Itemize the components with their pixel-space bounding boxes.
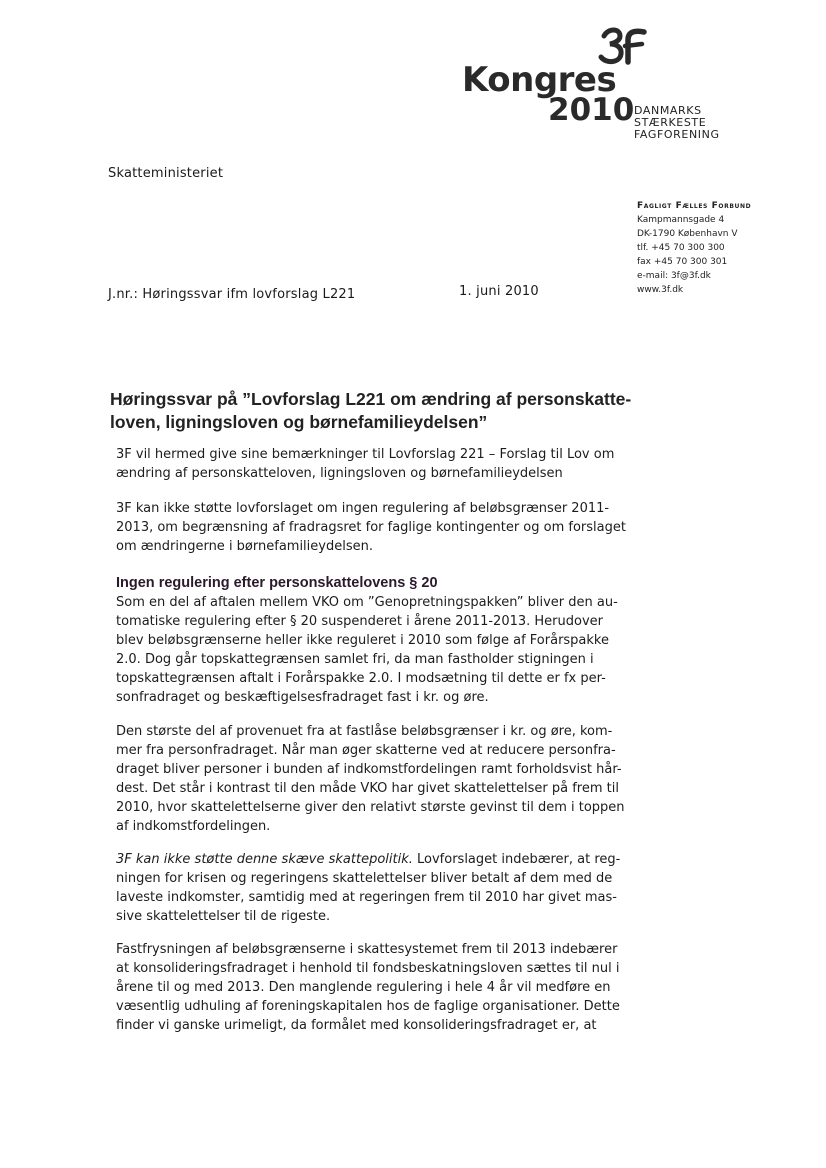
- logo-word-kongres: Kongres: [462, 60, 617, 100]
- text-line: topskattegrænsen aftalt i Forårspakke 2.0. I modsætning til dette er fx per-: [116, 671, 606, 686]
- heading-line: Høringssvar på ”Lovforslag L221 om ændring af personskatte-: [110, 389, 632, 409]
- sender-email: e-mail: 3f@3f.dk: [637, 271, 711, 281]
- sender-name: Fagligt Fælles Forbund: [637, 201, 752, 211]
- text-line: draget bliver personer i bunden af indkomstfordelingen ramt forholdsvist hår-: [116, 762, 622, 777]
- text-line: [116, 850, 656, 869]
- letter-date: 1. juni 2010: [459, 284, 539, 299]
- tagline-line: STÆRKESTE: [634, 116, 707, 129]
- text-line: 3F vil hermed give sine bemærkninger til Lovforslag 221 – Forslag til Lov om: [116, 447, 615, 462]
- sender-address-line: DK-1790 København V: [637, 229, 738, 239]
- text-line: af indkomstfordelingen.: [116, 819, 271, 834]
- text-line: 2.0. Dog går topskattegrænsen samlet fri, da man fastholder stigningen i: [116, 652, 594, 667]
- text-line: ningen for krisen og regeringens skattelettelser bliver betalt af dem med de: [116, 871, 613, 886]
- text-line: sonfradraget og beskæftigelsesfradraget fast i kr. og øre.: [116, 690, 489, 705]
- paragraph-provenu: [116, 722, 656, 836]
- paragraph-intro: [116, 445, 656, 483]
- text-line: Som en del af aftalen mellem VKO om ”Genopretningspakken” bliver den au-: [116, 595, 618, 610]
- sender-fax: fax +45 70 300 301: [637, 257, 728, 267]
- sender-address-line: Kampmannsgade 4: [637, 215, 725, 225]
- paragraph-fastfrysning: [116, 940, 656, 1035]
- text-line: 3F kan ikke støtte lovforslaget om ingen regulering af beløbsgrænser 2011-: [116, 501, 610, 516]
- sender-address-block: [637, 199, 751, 297]
- tagline-line: FAGFORENING: [634, 128, 720, 141]
- paragraph-position: [116, 499, 656, 556]
- paragraph-skattepolitik: [116, 850, 656, 926]
- kongres-2010-logo: [462, 26, 742, 156]
- sender-website: www.3f.dk: [637, 285, 684, 295]
- text-line: tomatiske regulering efter § 20 suspenderet i årene 2011-2013. Herudover: [116, 614, 603, 629]
- logo-word-2010: 2010: [548, 92, 635, 128]
- sender-phone: tlf. +45 70 300 300: [637, 243, 725, 253]
- document-heading: [110, 388, 670, 434]
- heading-line: loven, ligningsloven og børnefamilieydelsen”: [110, 412, 488, 432]
- text-line: årene til og med 2013. Den manglende regulering i hele 4 år vil medføre en: [116, 980, 611, 995]
- text-line: Den største del af provenuet fra at fastlåse beløbsgrænser i kr. og øre, kom-: [116, 724, 613, 739]
- text-line: blev beløbsgrænserne heller ikke reguleret i 2010 som følge af Forårspakke: [116, 633, 609, 648]
- text-line: finder vi ganske urimeligt, da formålet med konsolideringsfradraget er, at: [116, 1018, 597, 1033]
- text-line: om ændringerne i børnefamilieydelsen.: [116, 539, 373, 554]
- text-line: at konsolideringsfradraget i henhold til fondsbeskatningsloven sættes til nul i: [116, 961, 620, 976]
- section-regulering: [116, 574, 656, 707]
- italic-statement: 3F kan ikke støtte denne skæve skattepolitik.: [116, 852, 413, 867]
- text-span: Lovforslaget indebærer, at reg-: [412, 852, 621, 867]
- text-line: sive skattelettelser til de rigeste.: [116, 909, 331, 924]
- text-line: 2010, hvor skattelettelserne giver den relativt største gevinst til dem i toppen: [116, 800, 625, 815]
- text-line: Fastfrysningen af beløbsgrænserne i skattesystemet frem til 2013 indebærer: [116, 942, 618, 957]
- text-line: dest. Det står i kontrast til den måde VKO har givet skattelettelser på frem til: [116, 781, 619, 796]
- reference-number: J.nr.: Høringssvar ifm lovforslag L221: [108, 287, 356, 302]
- text-line: ændring af personskatteloven, ligningsloven og børnefamilieydelsen: [116, 466, 563, 481]
- text-line: væsentlig udhuling af foreningskapitalen hos de faglige organisationer. Dette: [116, 999, 620, 1014]
- recipient: Skatteministeriet: [108, 166, 224, 181]
- section-title: Ingen regulering efter personskattelovens § 20: [116, 575, 438, 591]
- tagline-line: DANMARKS: [634, 104, 702, 117]
- text-line: 2013, om begrænsning af fradragsret for faglige kontingenter og om forslaget: [116, 520, 626, 535]
- text-line: laveste indkomster, samtidig med at regeringen frem til 2010 har givet mas-: [116, 890, 617, 905]
- text-line: mer fra personfradraget. Når man øger skatterne ved at reducere personfra-: [116, 743, 616, 758]
- logo-tagline: [634, 105, 720, 141]
